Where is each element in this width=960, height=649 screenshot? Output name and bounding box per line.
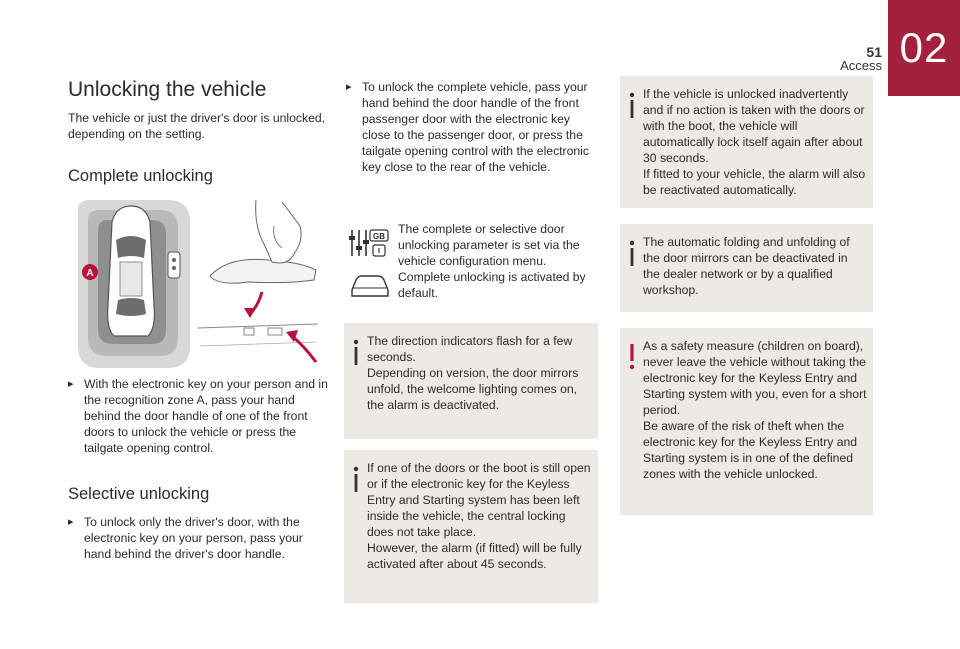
- page-title: Unlocking the vehicle: [68, 78, 267, 101]
- info-box-relock-text: If the vehicle is unlocked inadvertently and if no action is taken with the doors or with the boot, the vehicle will automatically lock itself again after about 30 seconds. If fitted to your vehicle, the alarm will also be reactivated automatically.: [643, 87, 866, 197]
- complete-unlocking-heading: Complete unlocking: [68, 167, 213, 185]
- info-box-mirrors-text: The automatic folding and unfolding of the door mirrors can be deactivated in the dealer network or by a qualified workshop.: [643, 235, 850, 297]
- keyless-zone-illustration: [68, 196, 320, 372]
- info-icon: [627, 240, 637, 266]
- intro-text: The vehicle or just the driver's door is unlocked, depending on the setting.: [68, 111, 326, 141]
- selective-unlocking-heading: Selective unlocking: [68, 485, 210, 503]
- bullet-marker-icon: ▸: [346, 81, 352, 93]
- gb-label: GB: [373, 232, 385, 241]
- info-icon: [351, 339, 361, 365]
- complete-unlocking-text: With the electronic key on your person and in the recognition zone A, pass your hand behind the door handle of one of the front doors to unlock the vehicle or press the tailgate opening control.: [84, 377, 328, 455]
- info-box-locking-failure-text: If one of the doors or the boot is still open or if the electronic key for the Keyless Entry and Starting system has been left inside the vehicle, the central locking does not take place. However, the alarm (if fitted) will be fully activated after about 45 seconds.: [367, 461, 591, 571]
- selective-unlocking-bullet: [68, 514, 328, 562]
- info-box-indicators-text: The direction indicators flash for a few seconds. Depending on version, the door mirrors unfold, the welcome lighting comes on, the alarm is deactivated.: [367, 334, 579, 412]
- zone-label-a: A: [86, 268, 94, 279]
- full-unlock-text: To unlock the complete vehicle, pass your hand behind the door handle of the front passenger door with the electronic key close to the passenger door, or press the tailgate opening control with the electronic key close to the rear of the vehicle.: [362, 80, 589, 174]
- info-box-mirrors: [620, 224, 873, 312]
- info-box-locking-failure: [344, 450, 598, 603]
- info-box-relock: [620, 76, 873, 208]
- bullet-marker-icon: ▸: [68, 516, 74, 528]
- warning-box-safety: [620, 328, 873, 515]
- info-box-indicators: [344, 323, 598, 439]
- chapter-number: 02: [899, 24, 949, 71]
- info-icon: [351, 466, 361, 492]
- info-icon: [627, 92, 637, 118]
- page-number: 51: [866, 44, 882, 60]
- section-name: Access: [840, 58, 882, 73]
- bullet-marker-icon: ▸: [68, 378, 74, 390]
- complete-unlocking-bullet: [68, 376, 328, 456]
- selective-unlocking-text: To unlock only the driver's door, with the electronic key on your person, pass your hand behind the driver's door handle.: [84, 515, 303, 561]
- car-icon: [352, 276, 388, 296]
- warning-icon: [627, 344, 637, 370]
- configuration-text: The complete or selective door unlocking parameter is set via the vehicle configuration menu. Complete unlocking is activated by default.: [398, 222, 586, 300]
- full-unlock-bullet: [346, 79, 594, 175]
- warning-box-safety-text: As a safety measure (children on board), never leave the vehicle without taking the electronic key for the Keyless Entry and Starting system with you, even for a short period. Be aware of the risk of theft when the electronic key for the Keyless Entry and Starting system is in one of the defined zones with the vehicle unlocked.: [643, 339, 867, 481]
- configuration-menu-icon: [346, 222, 394, 302]
- chapter-tab: [888, 0, 960, 96]
